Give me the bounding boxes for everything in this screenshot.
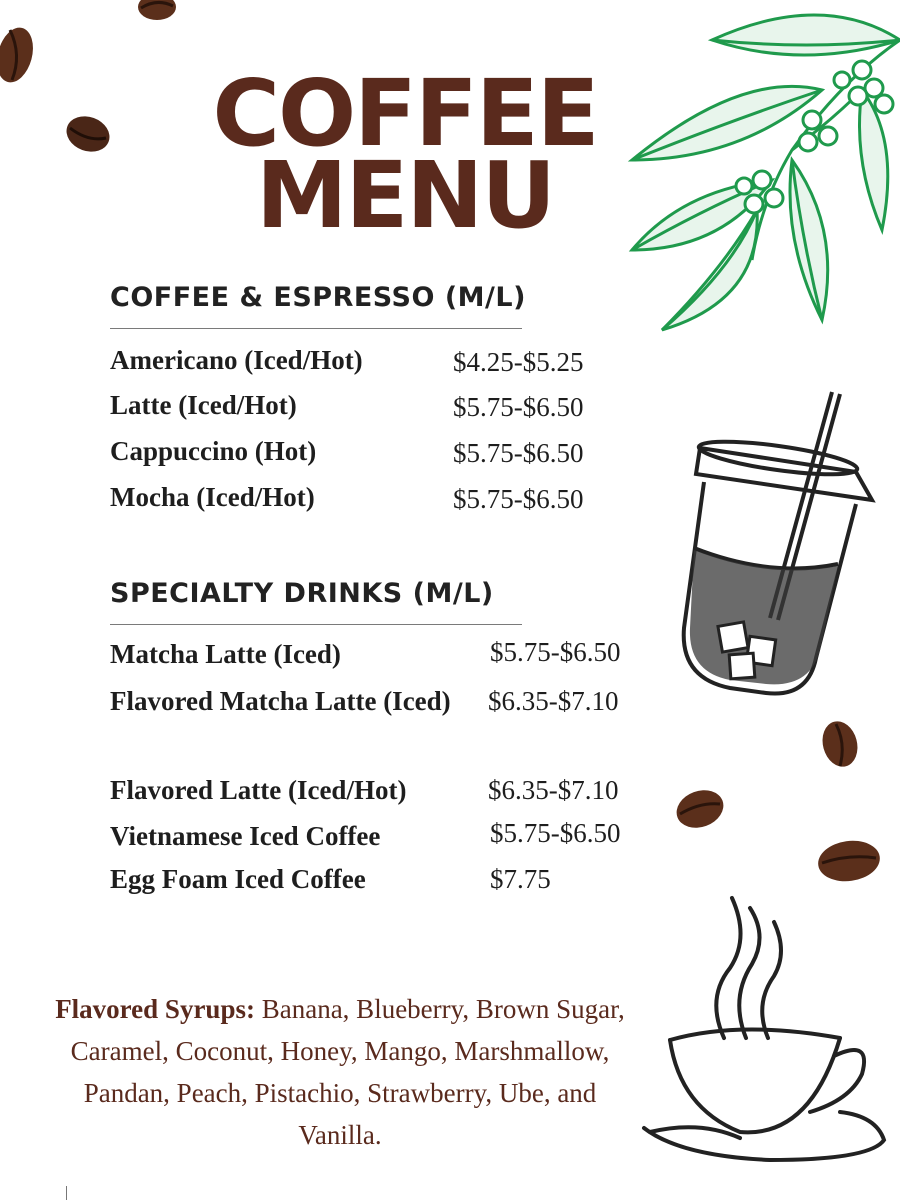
menu-item-name: Flavored Latte (Iced/Hot) [110,775,407,805]
menu-item-price: $6.35-$7.10 [488,775,619,805]
menu-item-price: $4.25-$5.25 [453,347,584,377]
coffee-bean-icon [0,22,38,88]
menu-title-line2: MENU [255,142,555,249]
menu-item-price: $5.75-$6.50 [490,818,621,848]
menu-item-name: Vietnamese Iced Coffee [110,821,381,851]
coffee-bean-icon [814,836,884,886]
coffee-bean-icon [62,112,114,156]
coffee-bean-icon [818,716,862,772]
coffee-plant-icon [622,0,900,340]
menu-item-price: $5.75-$6.50 [453,484,584,514]
menu-item-price: $6.35-$7.10 [488,686,619,716]
flavored-syrups-label: Flavored Syrups: [55,994,255,1024]
section-heading-coffee-espresso: COFFEE & ESPRESSO (M/L) [110,282,526,313]
flavored-syrups-note [40,988,640,1156]
menu-item-name: Mocha (Iced/Hot) [110,482,315,512]
menu-item-name: Latte (Iced/Hot) [110,390,297,420]
menu-item-name: Matcha Latte (Iced) [110,639,341,669]
menu-item-price: $5.75-$6.50 [453,438,584,468]
coffee-bean-icon [135,0,179,24]
menu-item-name: Cappuccino (Hot) [110,436,317,466]
page-edge-mark [66,1186,67,1200]
menu-item-name: Americano (Iced/Hot) [110,345,363,375]
menu-item-name: Flavored Matcha Latte (Iced) [110,686,451,716]
section-divider [110,328,522,329]
section-heading-specialty-drinks: SPECIALTY DRINKS (M/L) [110,578,494,609]
menu-item-price: $5.75-$6.50 [453,392,584,422]
section-divider [110,624,522,625]
hot-coffee-cup-icon [640,888,890,1170]
menu-title-line1: COFFEE [212,60,598,167]
flavored-syrups-list: Banana, Blueberry, Brown Sugar, Caramel, Coconut, Honey, Mango, Marshmallow, Pandan, Peach, Pistachio, Strawberry, Ube, and Vanilla. [70,994,625,1150]
menu-item-name: Egg Foam Iced Coffee [110,864,366,894]
menu-item-price: $5.75-$6.50 [490,637,621,667]
coffee-bean-icon [672,786,728,832]
menu-item-price: $7.75 [490,864,551,894]
iced-coffee-cup-icon [660,388,880,708]
